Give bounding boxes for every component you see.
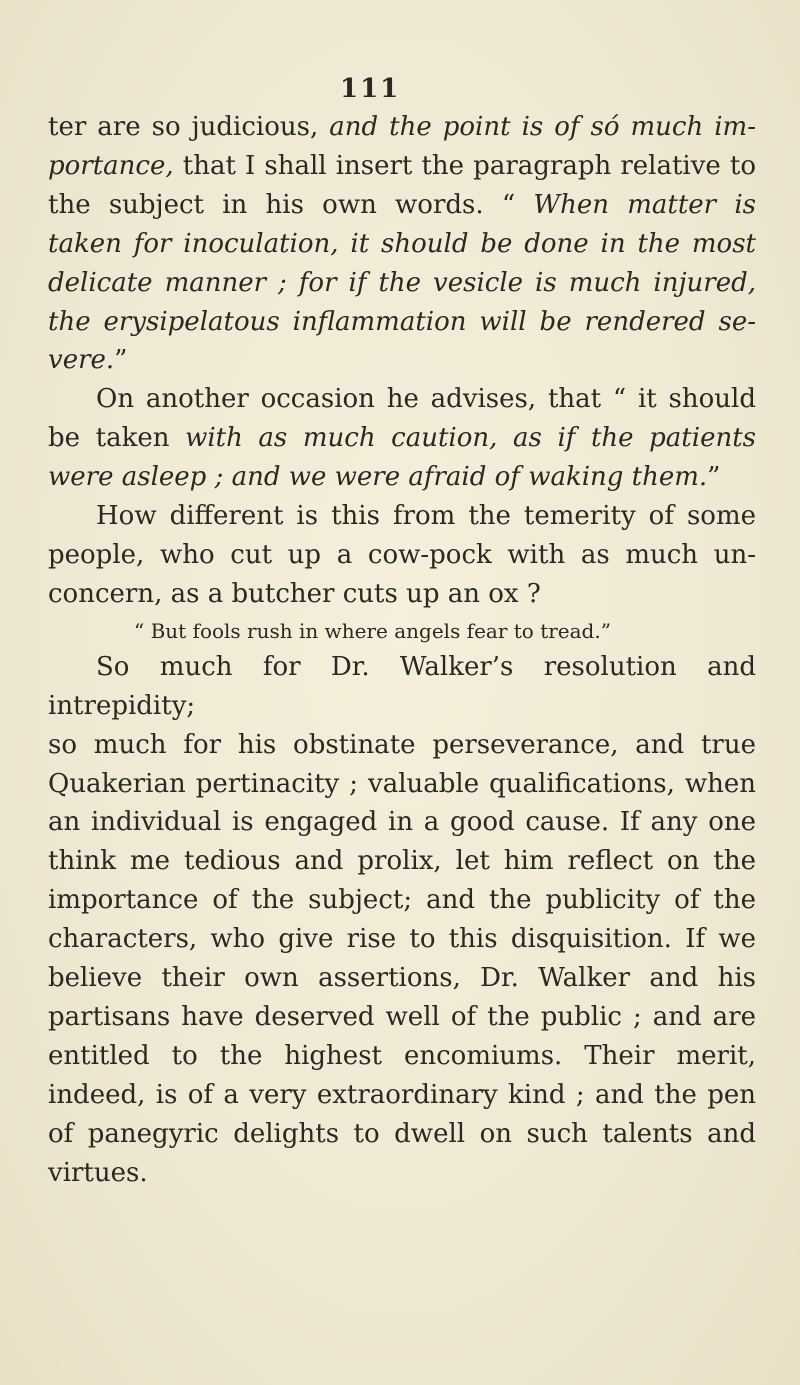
text-line [48, 842, 756, 881]
page-number: 111 [340, 74, 401, 104]
text-line [48, 497, 756, 536]
text-run: people, who cut up a cow-pock with as much un- [48, 539, 756, 570]
text-line [48, 920, 756, 959]
text-line [48, 225, 756, 264]
text-run: ” [707, 462, 721, 493]
text-line [48, 765, 756, 804]
text-run: ” [114, 345, 128, 376]
text-run: indeed, is of a very extraordinary kind ; and the pen [48, 1079, 756, 1110]
italic-text-run: delicate manner ; for if the vesicle is much injured, [48, 267, 756, 298]
text-run: so much for his obstinate perseverance, and true [48, 729, 756, 760]
text-run: characters, who give rise to this disquisition. If we [48, 924, 756, 955]
paragraph-temerity [48, 497, 756, 614]
text-line [48, 1037, 756, 1076]
italic-text-run: taken for inoculation, it should be done in the most [48, 228, 756, 259]
text-run: think me tedious and prolix, let him reflect on the [48, 846, 756, 877]
text-run: importance of the subject; and the publicity of the [48, 885, 756, 916]
text-run: partisans have deserved well of the public ; and are [48, 1001, 756, 1032]
text-line [48, 575, 756, 614]
text-run: Quakerian pertinacity ; valuable qualifications, when [48, 768, 756, 799]
text-line [48, 147, 756, 186]
text-line [48, 803, 756, 842]
body-text [48, 108, 756, 1192]
text-run: So much for Dr. Walker’s resolution and intrepidity; [48, 651, 756, 721]
italic-text-run: portance, [48, 150, 174, 181]
text-line [48, 648, 756, 726]
text-line [48, 881, 756, 920]
text-line [48, 419, 756, 458]
text-run: On another occasion he advises, that “ it should [96, 384, 756, 415]
paragraph-inoculation-quote [48, 108, 756, 380]
text-run: “ But fools rush in where angels fear to tread.” [134, 618, 611, 643]
text-run: concern, as a butcher cuts up an ox ? [48, 578, 541, 609]
text-line [48, 998, 756, 1037]
text-line [48, 536, 756, 575]
italic-text-run: were asleep ; and we were afraid of waking them. [48, 462, 708, 493]
text-line [48, 959, 756, 998]
text-run: ter are so judicious, [48, 112, 330, 142]
italic-text-run: When matter is [533, 189, 756, 220]
text-line [48, 726, 756, 765]
text-run: virtues. [48, 1157, 148, 1188]
italic-text-run: and the point is of só much im- [329, 112, 756, 142]
text-line [48, 380, 756, 419]
verse-quotation [48, 614, 756, 648]
text-run: entitled to the highest encomiums. Their merit, [48, 1040, 756, 1071]
text-line [48, 458, 756, 497]
text-run: of panegyric delights to dwell on such talents and [48, 1118, 756, 1149]
text-run: believe their own assertions, Dr. Walker and his [48, 963, 756, 994]
text-line [48, 1076, 756, 1115]
text-line [48, 303, 756, 342]
text-run: be taken [48, 423, 186, 454]
text-run: the subject in his own words. “ [48, 189, 534, 220]
text-run: that I shall insert the paragraph relative to [173, 150, 756, 181]
text-line [48, 341, 756, 380]
text-line [48, 614, 756, 648]
text-line [48, 186, 756, 225]
text-line [48, 1154, 756, 1193]
text-run: How different is this from the temerity of some [96, 501, 756, 532]
text-line [48, 264, 756, 303]
italic-text-run: vere. [48, 345, 115, 376]
paragraph-caution-advice [48, 380, 756, 497]
text-run: an individual is engaged in a good cause. If any one [48, 807, 756, 838]
text-line [48, 108, 756, 147]
text-line [48, 1115, 756, 1154]
paragraph-walker-conclusion [48, 648, 756, 1193]
italic-text-run: the erysipelatous inflammation will be rendered se- [48, 306, 756, 337]
italic-text-run: with as much caution, as if the patients [185, 423, 756, 454]
